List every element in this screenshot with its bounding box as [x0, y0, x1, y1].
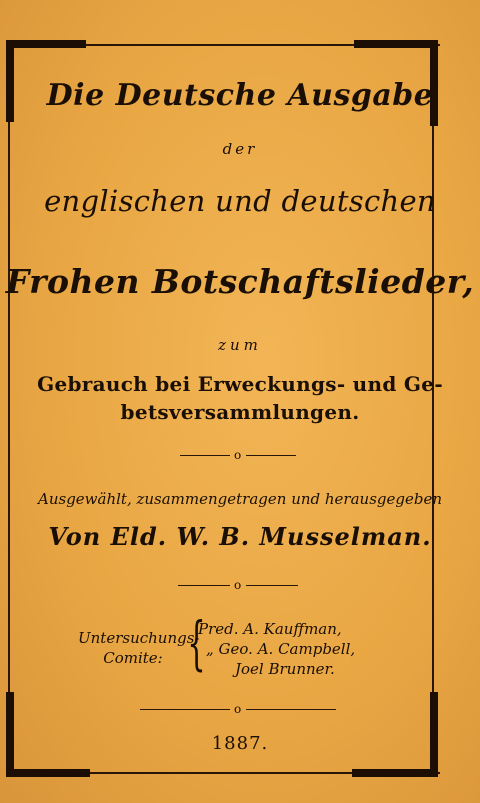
committee-member-3: Joel Brunner. [235, 660, 335, 678]
committee-label-1: Untersuchungs- [78, 629, 200, 647]
zum-word: zum [218, 336, 262, 354]
divider-1-ornament: o [234, 448, 242, 462]
title-line: Die Deutsche Ausgabe [46, 78, 434, 113]
author-line: Von Eld. W. B. Musselman. [48, 522, 432, 551]
committee-label-2: Comite: [103, 649, 163, 667]
committee-member-1: Pred. A. Kauffman, [198, 620, 342, 638]
committee-member-2: „ Geo. A. Campbell, [206, 640, 356, 658]
divider-2-right [246, 585, 298, 586]
corner-bottom-left-h [6, 769, 90, 777]
main-title: Frohen Botschaftslieder, [5, 262, 475, 301]
corner-top-right-h [354, 40, 438, 48]
brace-icon: { [187, 609, 206, 677]
divider-2-ornament: o [234, 578, 242, 592]
divider-3-right [246, 709, 336, 710]
divider-3-ornament: o [234, 702, 242, 716]
corner-bottom-right-h [352, 769, 438, 777]
corner-top-left-h [6, 40, 86, 48]
divider-3-left [140, 709, 230, 710]
compiled-line: Ausgewählt, zusammengetragen und herausgegeben [38, 490, 442, 508]
subtitle-line: englischen und deutschen [44, 184, 436, 218]
divider-1-right [246, 455, 296, 456]
publication-year: 1887. [211, 733, 269, 754]
divider-2-left [178, 585, 230, 586]
divider-1-left [180, 455, 230, 456]
der-word: der [222, 140, 258, 158]
usage-line-1: Gebrauch bei Erweckungs- und Ge- [37, 372, 443, 396]
usage-line-2: betsversammlungen. [120, 400, 360, 424]
